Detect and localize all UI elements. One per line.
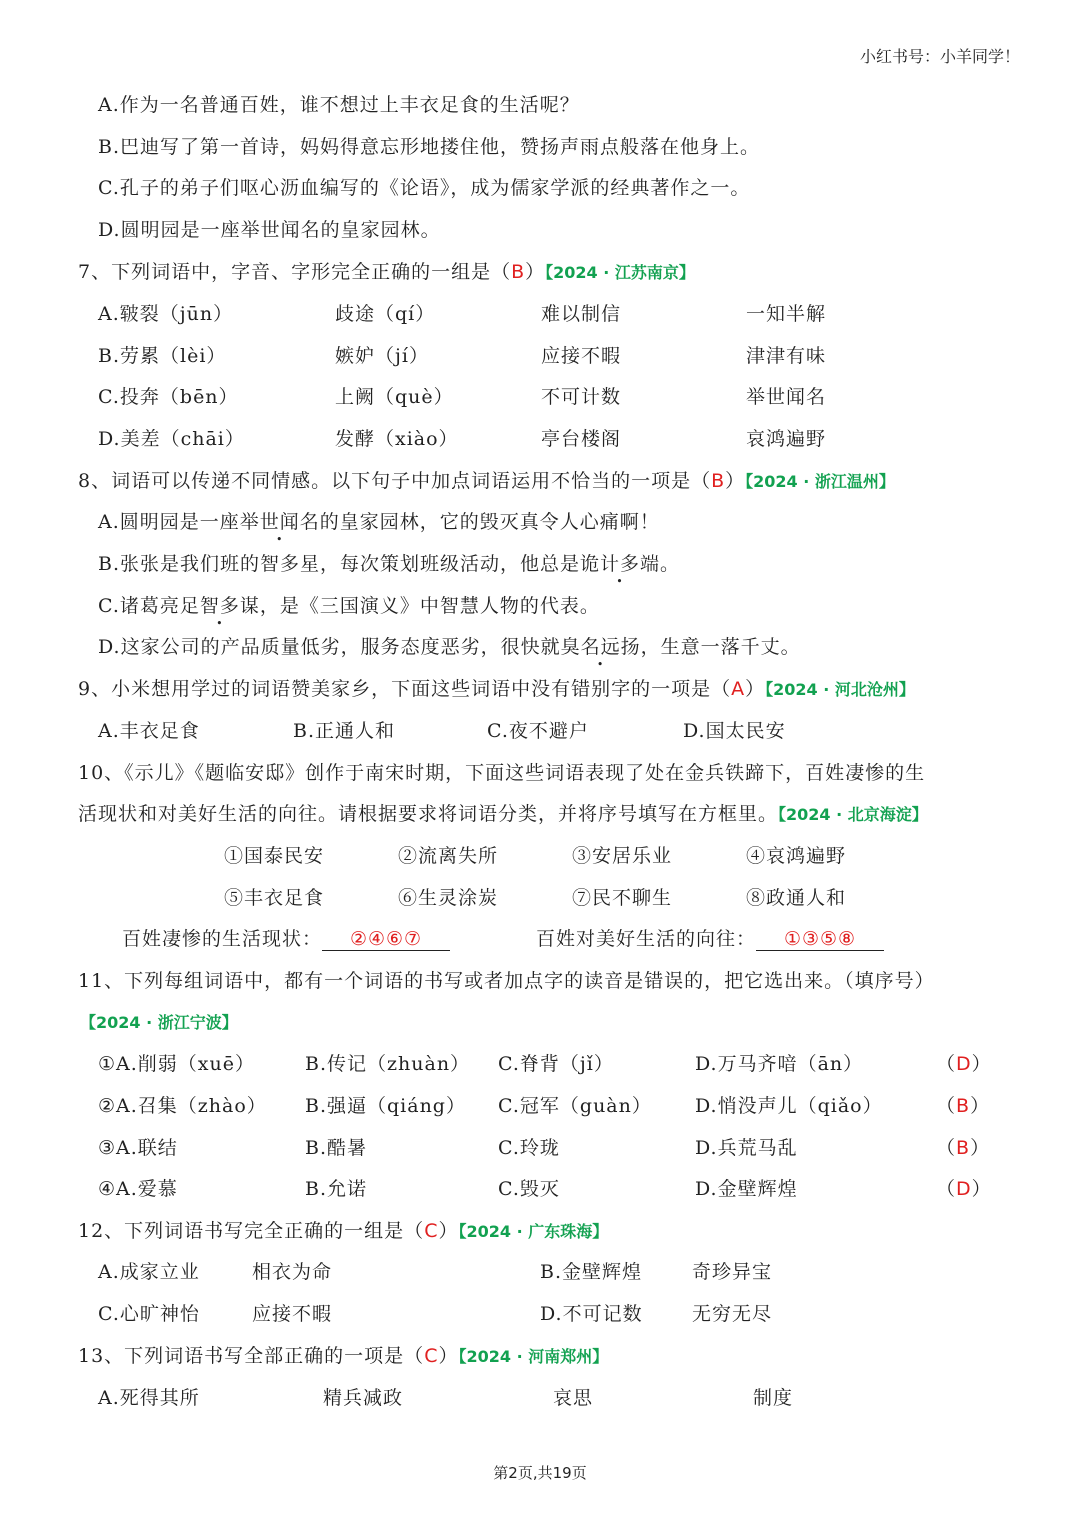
q9-stem: 9、小米想用学过的词语赞美家乡，下面这些词语中没有错别字的一项是（A）【2024 · 河北沧州】 bbox=[78, 678, 915, 700]
q9-source: 【2024 · 河北沧州】 bbox=[765, 680, 915, 699]
q10-stem-line2: 活现状和对美好生活的向往。请根据要求将词语分类，并将序号填写在方框里。【2024 · 北京海淀】 bbox=[78, 803, 928, 825]
q10-label1: 百姓凄惨的生活现状： bbox=[122, 928, 323, 950]
q6-option-b: B.巴迪写了第一首诗，妈妈得意忘形地搂住他，赞扬声雨点般落在他身上。 bbox=[98, 136, 761, 158]
q12-answer: C bbox=[424, 1220, 439, 1242]
q7-row-a: A.皲裂（jūn） 歧途（qí） 难以制信 一知半解 bbox=[98, 303, 827, 325]
q10-stem-line1: 10、《示儿》《题临安邸》创作于南宋时期，下面这些词语表现了处在金兵铁蹄下，百姓凄惨的生 bbox=[78, 762, 926, 784]
q9-options: A.丰衣足食 B.正通人和 C.夜不避户 D.国太民安 bbox=[98, 720, 786, 742]
q13-answer: C bbox=[424, 1345, 439, 1367]
page-footer: 第2页,共19页 bbox=[493, 1464, 587, 1482]
q9-answer: A bbox=[731, 678, 746, 700]
q8-option-c: C.诸葛亮足智多谋，是《三国演义》中智慧人物的代表。 bbox=[98, 595, 600, 617]
q13-source: 【2024 · 河南郑州】 bbox=[458, 1347, 609, 1366]
q7-row-c: C.投奔（bēn） 上阙（què） 不可计数 举世闻名 bbox=[98, 386, 827, 408]
q13-row: A.死得其所 精兵减政 哀思 制度 bbox=[98, 1387, 794, 1409]
q11-stem: 11、下列每组词语中，都有一个词语的书写或者加点字的读音是错误的，把它选出来。（填序号） bbox=[78, 970, 935, 992]
q8-option-b: B.张张是我们班的智多星，每次策划班级活动，他总是诡计多端。 bbox=[98, 553, 681, 575]
q12-row: C.心旷神怡 应接不暇 D.不可记数 无穷无尽 bbox=[98, 1303, 773, 1325]
q12-source: 【2024 · 广东珠海】 bbox=[458, 1222, 609, 1241]
q12-stem: 12、下列词语书写完全正确的一组是（C）【2024 · 广东珠海】 bbox=[78, 1220, 609, 1242]
q11-row: ④A.爱慕 B.允诺 C.毁灭 D.金壁辉煌 （D） bbox=[98, 1178, 992, 1200]
q10-words-row2: ⑤丰衣足食 ⑥生灵涂炭 ⑦民不聊生 ⑧政通人和 bbox=[224, 887, 847, 909]
q7-stem: 7、下列词语中，字音、字形完全正确的一组是（B）【2024 · 江苏南京】 bbox=[78, 261, 695, 283]
q10-words-row1: ①国泰民安 ②流离失所 ③安居乐业 ④哀鸿遍野 bbox=[224, 845, 847, 867]
q8-answer: B bbox=[711, 470, 726, 492]
q13-stem: 13、下列词语书写全部正确的一项是（C）【2024 · 河南郑州】 bbox=[78, 1345, 609, 1367]
q8-stem: 8、词语可以传递不同情感。以下句子中加点词语运用不恰当的一项是（B）【2024 · 浙江温州】 bbox=[78, 470, 895, 492]
q8-option-a: A.圆明园是一座举世闻名的皇家园林，它的毁灭真令人心痛啊！ bbox=[98, 511, 660, 533]
q11-source: 【2024 · 浙江宁波】 bbox=[80, 1013, 238, 1032]
q6-option-d: D.圆明园是一座举世闻名的皇家园林。 bbox=[98, 219, 441, 241]
q7-source: 【2024 · 江苏南京】 bbox=[545, 263, 695, 282]
q6-option-a: A.作为一名普通百姓，谁不想过上丰衣足食的生活呢？ bbox=[98, 94, 580, 116]
q10-answers bbox=[0, 924, 1080, 956]
q7-answer: B bbox=[511, 261, 526, 283]
q12-row: A.成家立业 相衣为命 B.金壁辉煌 奇珍异宝 bbox=[98, 1261, 773, 1283]
q11-row: ②A.召集（zhào） B.强逼（qiáng） C.冠军（guàn） D.悄没声儿（qiǎo） （B） bbox=[98, 1095, 991, 1117]
q6-option-c: C.孔子的弟子们呕心沥血编写的《论语》，成为儒家学派的经典著作之一。 bbox=[98, 177, 751, 199]
q8-option-d: D.这家公司的产品质量低劣，服务态度恶劣，很快就臭名远扬，生意一落千丈。 bbox=[98, 636, 801, 658]
q10-source: 【2024 · 北京海淀】 bbox=[778, 805, 928, 824]
watermark: 小红书号：小羊同学！ bbox=[859, 47, 1020, 66]
q11-row: ①A.削弱（xuē） B.传记（zhuàn） C.脊背（jǐ） D.万马齐喑（ān） （D） bbox=[98, 1053, 992, 1075]
q10-answer1: ②④⑥⑦ bbox=[322, 928, 450, 951]
q10-answer2: ①③⑤⑧ bbox=[756, 928, 884, 951]
q10-label2: 百姓对美好生活的向往： bbox=[536, 928, 757, 950]
q11-row: ③A.联结 B.酷暑 C.玲珑 D.兵荒马乱 （B） bbox=[98, 1137, 991, 1159]
q8-source: 【2024 · 浙江温州】 bbox=[745, 472, 895, 491]
q7-row-b: B.劳累（lèi） 嫉妒（jí） 应接不暇 津津有味 bbox=[98, 345, 827, 367]
q7-row-d: D.美差（chāi） 发酵（xiào） 亭台楼阁 哀鸿遍野 bbox=[98, 428, 827, 450]
